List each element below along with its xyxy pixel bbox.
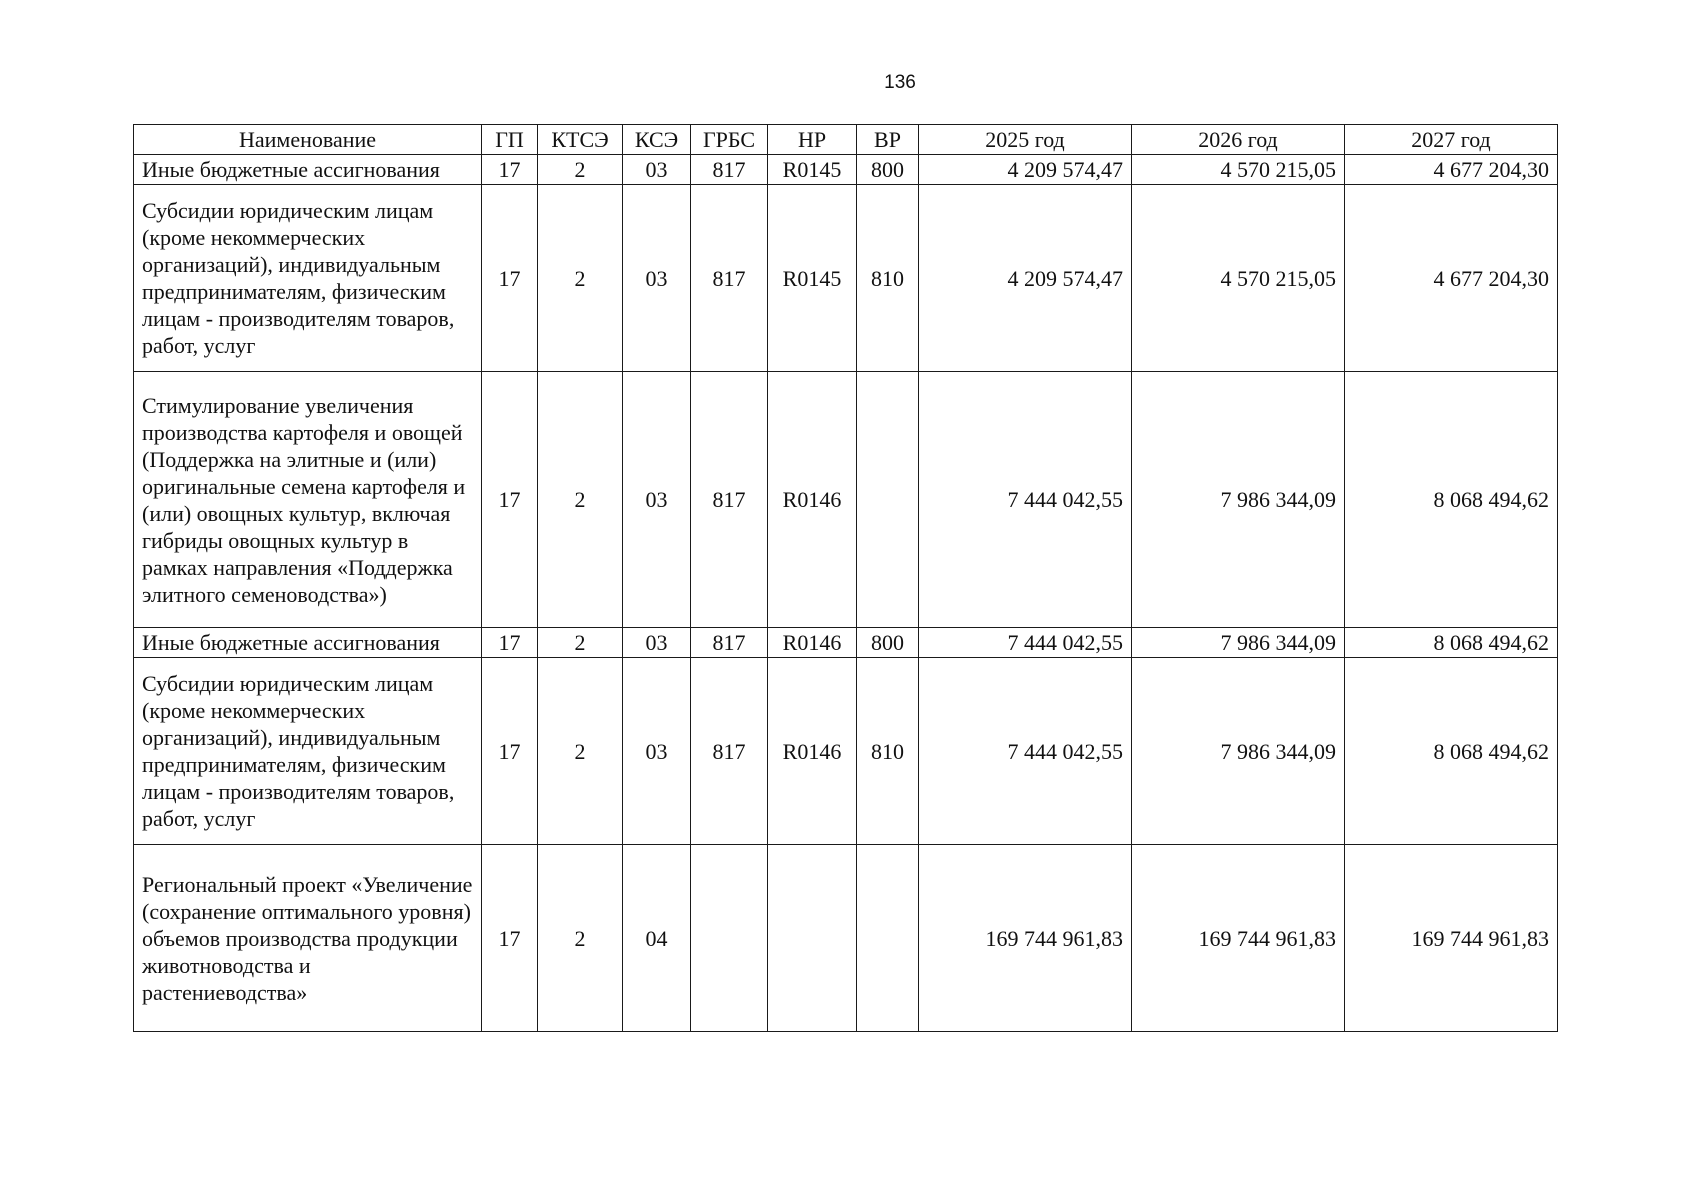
row-2025: 7 444 042,55 bbox=[919, 372, 1132, 628]
row-2027: 169 744 961,83 bbox=[1345, 845, 1558, 1032]
header-nr: НР bbox=[768, 125, 857, 155]
row-kse: 03 bbox=[623, 185, 691, 372]
table-row-project bbox=[134, 845, 1558, 1032]
row-grbs: 817 bbox=[691, 155, 768, 185]
row-2026: 7 986 344,09 bbox=[1132, 372, 1345, 628]
row-gp: 17 bbox=[482, 185, 538, 372]
header-gp: ГП bbox=[482, 125, 538, 155]
row-kse: 04 bbox=[623, 845, 691, 1032]
row-2025: 4 209 574,47 bbox=[919, 185, 1132, 372]
row-ktse: 2 bbox=[538, 628, 623, 658]
row-ktse: 2 bbox=[538, 155, 623, 185]
row-2025: 4 209 574,47 bbox=[919, 155, 1132, 185]
header-2025: 2025 год bbox=[919, 125, 1132, 155]
row-vr: 800 bbox=[857, 155, 919, 185]
row-vr: 810 bbox=[857, 185, 919, 372]
row-ktse: 2 bbox=[538, 658, 623, 845]
row-ktse: 2 bbox=[538, 845, 623, 1032]
row-kse: 03 bbox=[623, 628, 691, 658]
row-grbs: 817 bbox=[691, 372, 768, 628]
row-vr: 800 bbox=[857, 628, 919, 658]
table-row bbox=[134, 372, 1558, 628]
row-nr: R0145 bbox=[768, 155, 857, 185]
row-2026: 169 744 961,83 bbox=[1132, 845, 1345, 1032]
row-vr bbox=[857, 372, 919, 628]
row-kse: 03 bbox=[623, 155, 691, 185]
row-nr: R0146 bbox=[768, 372, 857, 628]
row-2026: 7 986 344,09 bbox=[1132, 658, 1345, 845]
row-2025: 7 444 042,55 bbox=[919, 658, 1132, 845]
row-name: Иные бюджетные ассигнования bbox=[134, 628, 482, 658]
row-2027: 4 677 204,30 bbox=[1345, 185, 1558, 372]
table-row bbox=[134, 155, 1558, 185]
row-2026: 4 570 215,05 bbox=[1132, 155, 1345, 185]
row-2025: 169 744 961,83 bbox=[919, 845, 1132, 1032]
row-2025: 7 444 042,55 bbox=[919, 628, 1132, 658]
header-2027: 2027 год bbox=[1345, 125, 1558, 155]
row-nr: R0145 bbox=[768, 185, 857, 372]
row-gp: 17 bbox=[482, 155, 538, 185]
page-number: 136 bbox=[884, 72, 916, 93]
table-row bbox=[134, 628, 1558, 658]
row-nr bbox=[768, 845, 857, 1032]
table-row bbox=[134, 185, 1558, 372]
row-grbs: 817 bbox=[691, 185, 768, 372]
row-vr: 810 bbox=[857, 658, 919, 845]
row-kse: 03 bbox=[623, 372, 691, 628]
row-vr bbox=[857, 845, 919, 1032]
row-2026: 4 570 215,05 bbox=[1132, 185, 1345, 372]
row-name: Субсидии юридическим лицам (кроме некоммерческих организаций), индивидуальным предпринимателям, физическим лицам - производителям товаров, работ, услуг bbox=[134, 658, 482, 845]
row-2027: 8 068 494,62 bbox=[1345, 372, 1558, 628]
row-2027: 8 068 494,62 bbox=[1345, 658, 1558, 845]
row-name: Стимулирование увеличения производства картофеля и овощей (Поддержка на элитные и (или) оригинальные семена картофеля и (или) овощных культур, включая гибриды овощных культур в рамках направления «Поддержка элитного семеноводства») bbox=[134, 372, 482, 628]
header-name: Наименование bbox=[134, 125, 482, 155]
row-grbs bbox=[691, 845, 768, 1032]
row-name: Субсидии юридическим лицам (кроме некоммерческих организаций), индивидуальным предпринимателям, физическим лицам - производителям товаров, работ, услуг bbox=[134, 185, 482, 372]
row-name: Региональный проект «Увеличение (сохранение оптимального уровня) объемов производства продукции животноводства и растениеводства» bbox=[134, 845, 482, 1032]
row-gp: 17 bbox=[482, 658, 538, 845]
row-gp: 17 bbox=[482, 628, 538, 658]
row-ktse: 2 bbox=[538, 372, 623, 628]
header-grbs: ГРБС bbox=[691, 125, 768, 155]
header-vr: ВР bbox=[857, 125, 919, 155]
row-gp: 17 bbox=[482, 372, 538, 628]
row-2026: 7 986 344,09 bbox=[1132, 628, 1345, 658]
table-row bbox=[134, 658, 1558, 845]
row-kse: 03 bbox=[623, 658, 691, 845]
header-2026: 2026 год bbox=[1132, 125, 1345, 155]
header-kse: КСЭ bbox=[623, 125, 691, 155]
row-grbs: 817 bbox=[691, 628, 768, 658]
budget-table bbox=[133, 124, 1558, 1032]
row-2027: 4 677 204,30 bbox=[1345, 155, 1558, 185]
row-grbs: 817 bbox=[691, 658, 768, 845]
row-name: Иные бюджетные ассигнования bbox=[134, 155, 482, 185]
row-nr: R0146 bbox=[768, 658, 857, 845]
header-row bbox=[134, 125, 1558, 155]
row-gp: 17 bbox=[482, 845, 538, 1032]
row-2027: 8 068 494,62 bbox=[1345, 628, 1558, 658]
header-ktse: КТСЭ bbox=[538, 125, 623, 155]
row-nr: R0146 bbox=[768, 628, 857, 658]
row-ktse: 2 bbox=[538, 185, 623, 372]
